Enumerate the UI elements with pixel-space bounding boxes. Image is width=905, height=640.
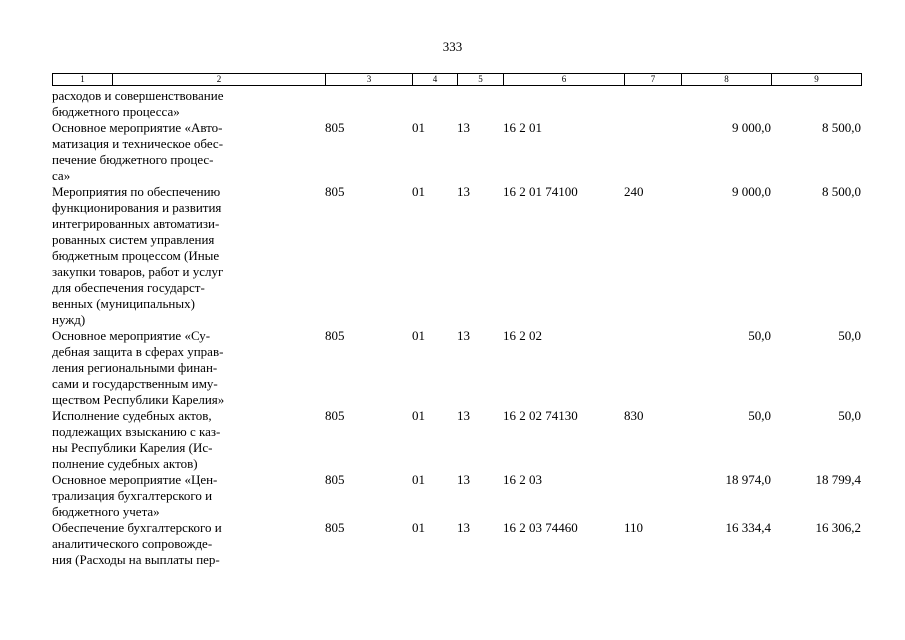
- table-row: [52, 408, 861, 472]
- row-ministry-code: 805: [325, 184, 345, 199]
- header-col-4: 4: [413, 74, 458, 86]
- row-name-line: венных (муниципальных): [52, 296, 195, 311]
- row-subsection-code: 13: [457, 120, 470, 135]
- row-name-line: закупки товаров, работ и услуг: [52, 264, 224, 279]
- row-target-article-code: 16 2 03: [503, 472, 542, 487]
- row-name-line: матизация и техническое обес-: [52, 136, 224, 151]
- row-name-line: Исполнение судебных актов,: [52, 408, 212, 423]
- row-name-line: Основное мероприятие «Авто-: [52, 120, 223, 135]
- header-col-3: 3: [326, 74, 413, 86]
- row-amount-year-2: 8 500,0: [822, 184, 861, 199]
- header-col-2: 2: [113, 74, 326, 86]
- row-ministry-code: 805: [325, 408, 345, 423]
- row-target-article-code: [503, 88, 624, 120]
- row-amount-year-1: 16 334,4: [725, 520, 771, 535]
- row-expense-type-code: [624, 88, 681, 120]
- row-subsection-code: 13: [457, 328, 470, 343]
- row-name-line: нужд): [52, 312, 86, 327]
- row-subsection-code: 13: [457, 520, 470, 535]
- row-target-article-code: 16 2 02: [503, 328, 542, 343]
- row-name-line: интегрированных автоматизи-: [52, 216, 220, 231]
- row-name-cell: [52, 184, 325, 328]
- table-row: [52, 472, 861, 520]
- row-name-line: сами и государственным иму-: [52, 376, 218, 391]
- row-name-line: полнение судебных актов): [52, 456, 198, 471]
- row-subsection-code: 13: [457, 408, 470, 423]
- row-name-cell: [52, 88, 325, 120]
- row-expense-type-code: 830: [624, 408, 644, 423]
- row-target-article-code: 16 2 02 74130: [503, 408, 578, 423]
- row-name-line: подлежащих взысканию с каз-: [52, 424, 221, 439]
- row-name-line: трализация бухгалтерского и: [52, 488, 213, 503]
- row-name-line: Обеспечение бухгалтерского и: [52, 520, 222, 535]
- row-section-code: 01: [412, 328, 425, 343]
- budget-table: [52, 88, 861, 568]
- row-ministry-code: 805: [325, 520, 345, 535]
- row-name-line: дебная защита в сферах управ-: [52, 344, 224, 359]
- row-name-line: Основное мероприятие «Цен-: [52, 472, 218, 487]
- row-name-line: для обеспечения государст-: [52, 280, 205, 295]
- table-row: [52, 328, 861, 408]
- row-name-line: Основное мероприятие «Су-: [52, 328, 211, 343]
- row-name-cell: [52, 472, 325, 520]
- row-name-line: ны Республики Карелия (Ис-: [52, 440, 213, 455]
- row-name-line: функционирования и развития: [52, 200, 222, 215]
- row-section-code: 01: [412, 520, 425, 535]
- row-ministry-code: 805: [325, 472, 345, 487]
- row-expense-type-code: [624, 120, 681, 184]
- row-name-line: Мероприятия по обеспечению: [52, 184, 221, 199]
- row-amount-year-1: [681, 88, 771, 120]
- table-row: [52, 120, 861, 184]
- column-number-header: [52, 73, 862, 86]
- row-target-article-code: 16 2 03 74460: [503, 520, 578, 535]
- row-ministry-code: [325, 88, 412, 120]
- row-section-code: 01: [412, 184, 425, 199]
- row-name-line: са»: [52, 168, 71, 183]
- row-subsection-code: [457, 88, 503, 120]
- row-name-cell: [52, 520, 325, 568]
- row-name-line: ния (Расходы на выплаты пер-: [52, 552, 220, 567]
- header-col-9: 9: [772, 74, 862, 86]
- row-section-code: 01: [412, 408, 425, 423]
- row-amount-year-2: 50,0: [838, 328, 861, 343]
- row-section-code: 01: [412, 120, 425, 135]
- row-amount-year-1: 9 000,0: [732, 184, 771, 199]
- row-name-line: ществом Республики Карелия»: [52, 392, 225, 407]
- row-amount-year-1: 9 000,0: [732, 120, 771, 135]
- row-expense-type-code: [624, 328, 681, 408]
- row-name-line: бюджетным процессом (Иные: [52, 248, 220, 263]
- row-ministry-code: 805: [325, 120, 345, 135]
- row-target-article-code: 16 2 01 74100: [503, 184, 578, 199]
- row-name-cell: [52, 120, 325, 184]
- row-name-cell: [52, 328, 325, 408]
- row-section-code: 01: [412, 472, 425, 487]
- table-row: [52, 184, 861, 328]
- table-row: [52, 88, 861, 120]
- row-expense-type-code: 110: [624, 520, 644, 535]
- header-col-5: 5: [458, 74, 504, 86]
- row-subsection-code: 13: [457, 184, 470, 199]
- row-target-article-code: 16 2 01: [503, 120, 542, 135]
- row-name-line: печение бюджетного процес-: [52, 152, 214, 167]
- row-amount-year-2: 8 500,0: [822, 120, 861, 135]
- page-number: 333: [442, 39, 463, 54]
- row-amount-year-1: 50,0: [748, 408, 771, 423]
- header-col-6: 6: [504, 74, 625, 86]
- row-name-cell: [52, 408, 325, 472]
- row-subsection-code: 13: [457, 472, 470, 487]
- row-amount-year-2: 18 799,4: [815, 472, 861, 487]
- row-amount-year-2: 50,0: [838, 408, 861, 423]
- table-row: [52, 520, 861, 568]
- row-amount-year-1: 18 974,0: [725, 472, 771, 487]
- row-amount-year-2: [771, 88, 861, 120]
- row-ministry-code: 805: [325, 328, 345, 343]
- row-name-line: аналитического сопровожде-: [52, 536, 213, 551]
- row-section-code: [412, 88, 457, 120]
- row-name-line: расходов и совершенствование: [52, 88, 224, 103]
- row-name-line: бюджетного учета»: [52, 504, 160, 519]
- row-name-line: ления региональными финан-: [52, 360, 218, 375]
- header-col-8: 8: [682, 74, 772, 86]
- row-expense-type-code: [624, 472, 681, 520]
- row-amount-year-2: 16 306,2: [815, 520, 861, 535]
- header-col-1: 1: [53, 74, 113, 86]
- row-expense-type-code: 240: [624, 184, 644, 199]
- row-name-line: рованных систем управления: [52, 232, 215, 247]
- header-col-7: 7: [625, 74, 682, 86]
- row-amount-year-1: 50,0: [748, 328, 771, 343]
- row-name-line: бюджетного процесса»: [52, 104, 180, 119]
